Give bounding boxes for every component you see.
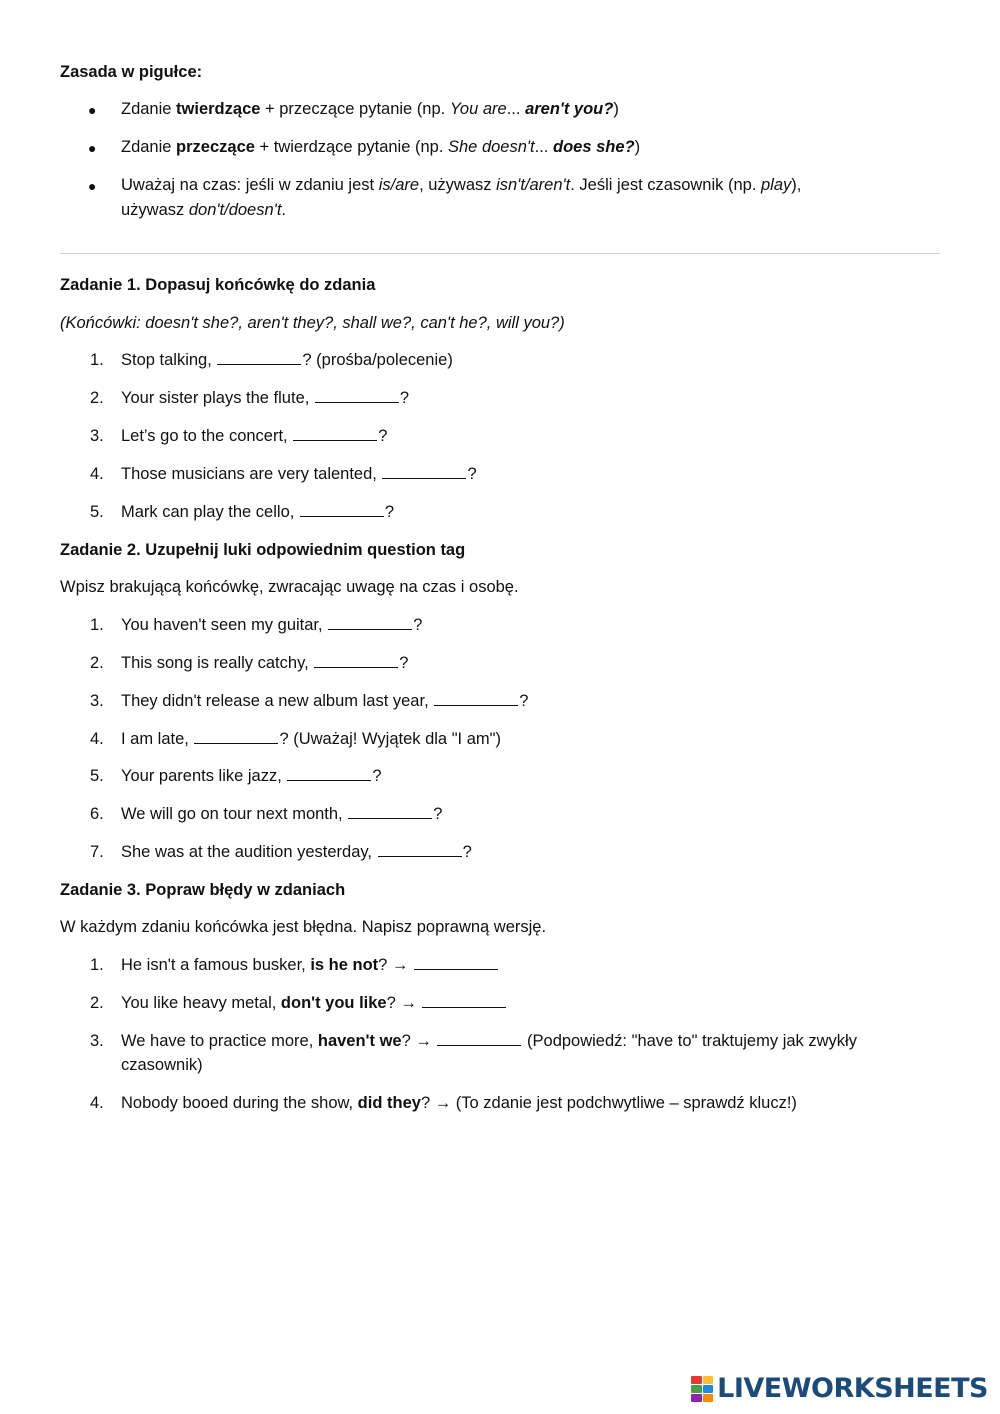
task1-item-3: Let’s go to the concert, ?	[121, 424, 387, 448]
task1-item-1: Stop talking, ? (prośba/polecenie)	[121, 348, 453, 372]
task2-item-4: I am late, ? (Uważaj! Wyjątek dla "I am")	[121, 727, 501, 751]
logo-icon	[691, 1376, 713, 1402]
answer-blank[interactable]	[315, 386, 399, 403]
answer-blank[interactable]	[437, 1029, 521, 1046]
answer-blank[interactable]	[217, 348, 301, 365]
rules-heading: Zasada w pigułce:	[60, 63, 203, 81]
item-number: 2.	[90, 654, 104, 672]
task1-hint: (Końcówki: doesn't she?, aren't they?, shall we?, can't he?, will you?)	[60, 314, 565, 332]
item-number: 3.	[90, 427, 104, 445]
task1-item-5: Mark can play the cello, ?	[121, 500, 394, 524]
rule-3: Uważaj na czas: jeśli w zdaniu jest is/are, używasz isn't/aren't. Jeśli jest czasownik (np. play),	[121, 176, 802, 194]
answer-blank[interactable]	[314, 651, 398, 668]
item-number: 1.	[90, 616, 104, 634]
item-number: 5.	[90, 767, 104, 785]
answer-blank[interactable]	[348, 802, 432, 819]
item-number: 2.	[90, 994, 104, 1012]
item-number: 4.	[90, 730, 104, 748]
task1-item-2: Your sister plays the flute, ?	[121, 386, 409, 410]
item-number: 5.	[90, 503, 104, 521]
divider	[60, 253, 940, 254]
answer-blank[interactable]	[287, 764, 371, 781]
task3-heading: Zadanie 3. Popraw błędy w zdaniach	[60, 881, 346, 899]
bullet-icon: ●	[88, 178, 97, 194]
task2-item-1: You haven't seen my guitar, ?	[121, 613, 422, 637]
logo-square	[691, 1385, 702, 1393]
task2-item-3: They didn't release a new album last year, ?	[121, 689, 528, 713]
logo-square	[691, 1394, 702, 1402]
bullet-icon: ●	[88, 102, 97, 118]
item-number: 4.	[90, 1094, 104, 1112]
rule-1: Zdanie twierdzące + przeczące pytanie (np. You are... aren't you?)	[121, 100, 619, 118]
answer-blank[interactable]	[378, 840, 462, 857]
item-number: 3.	[90, 1032, 104, 1050]
task3-item-4: Nobody booed during the show, did they? → (To zdanie jest podchwytliwe – sprawdź klucz!)	[121, 1094, 797, 1112]
answer-blank[interactable]	[422, 991, 506, 1008]
item-number: 3.	[90, 692, 104, 710]
logo-square	[703, 1394, 714, 1402]
logo-text: LIVEWORKSHEETS	[717, 1373, 988, 1404]
task2-item-2: This song is really catchy, ?	[121, 651, 408, 675]
task3-instruction: W każdym zdaniu końcówka jest błędna. Napisz poprawną wersję.	[60, 918, 547, 936]
answer-blank[interactable]	[414, 953, 498, 970]
bullet-icon: ●	[88, 140, 97, 156]
answer-blank[interactable]	[382, 462, 466, 479]
task2-item-6: We will go on tour next month, ?	[121, 802, 442, 826]
answer-blank[interactable]	[328, 613, 412, 630]
liveworksheets-logo	[691, 1373, 988, 1405]
task2-item-5: Your parents like jazz, ?	[121, 764, 382, 788]
task2-heading: Zadanie 2. Uzupełnij luki odpowiednim question tag	[60, 541, 466, 559]
item-number: 4.	[90, 465, 104, 483]
task2-item-7: She was at the audition yesterday, ?	[121, 840, 472, 864]
task2-instruction: Wpisz brakującą końcówkę, zwracając uwagę na czas i osobę.	[60, 578, 519, 596]
item-number: 7.	[90, 843, 104, 861]
rule-3-cont: używasz don't/doesn't.	[121, 201, 286, 219]
task3-item-3: We have to practice more, haven't we? → (Podpowiedź: "have to" traktujemy jak zwykły czasownik)	[121, 1029, 901, 1077]
answer-blank[interactable]	[293, 424, 377, 441]
task3-item-2: You like heavy metal, don't you like? →	[121, 991, 507, 1015]
task3-item-1: He isn't a famous busker, is he not? →	[121, 953, 499, 977]
item-number: 1.	[90, 351, 104, 369]
rule-2: Zdanie przeczące + twierdzące pytanie (np. She doesn't... does she?)	[121, 138, 641, 156]
item-number: 2.	[90, 389, 104, 407]
logo-square	[691, 1376, 702, 1384]
logo-square	[703, 1385, 714, 1393]
item-number: 6.	[90, 805, 104, 823]
answer-blank[interactable]	[300, 500, 384, 517]
task1-item-4: Those musicians are very talented, ?	[121, 462, 477, 486]
item-number: 1.	[90, 956, 104, 974]
answer-blank[interactable]	[434, 689, 518, 706]
task1-heading: Zadanie 1. Dopasuj końcówkę do zdania	[60, 276, 376, 294]
logo-square	[703, 1376, 714, 1384]
answer-blank[interactable]	[194, 727, 278, 744]
